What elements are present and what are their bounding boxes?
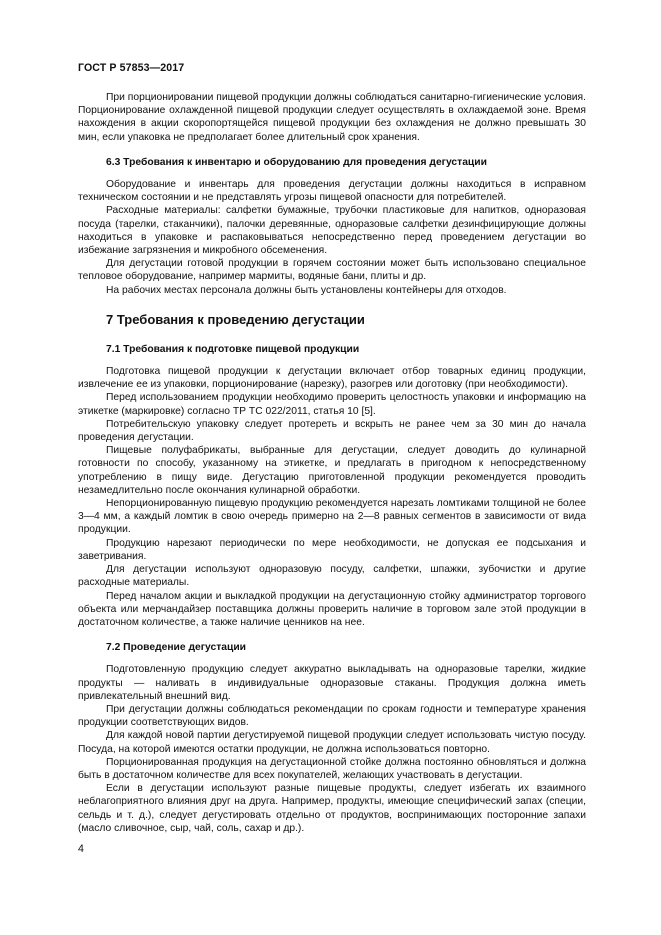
paragraph: Оборудование и инвентарь для проведения дегустации должны находиться в исправном техническом состоянии и не представлять угрозы пищевой опасности для потребителей.: [78, 179, 586, 204]
paragraph: При порционировании пищевой продукции должны соблюдаться санитарно-гигиенические условия. Порционирование охлажденной пищевой продукции следует осуществлять в охлаждаемой зоне. Время нахождения в акции скоропортящейся пищевой продукции без охлаждения не должно превышать 30 мин, если упаковка не предполагает более длительный срок хранения.: [78, 92, 586, 143]
document-body: [78, 91, 586, 835]
paragraph: Для каждой новой партии дегустируемой пищевой продукции следует использовать чистую посуду. Посуда, на которой имеются остатки продукции, не должна использоваться повторно.: [78, 730, 586, 755]
paragraph: Если в дегустации используют разные пищевые продукты, следует избегать их взаимного неблагоприятного влияния друг на друга. Например, продукты, имеющие специфический запах (специи, сельдь и т. д.), следует дегустировать отдельно от продуктов, воспринимающих посторонние запахи (масло сливочное, сыр, чай, соль, сахар и др.).: [78, 783, 586, 834]
paragraph: На рабочих местах персонала должны быть установлены контейнеры для отходов.: [106, 284, 507, 296]
section-heading-7-2: 7.2 Проведение дегустации: [106, 642, 246, 654]
paragraph: Для дегустации используют одноразовую посуду, салфетки, шпажки, зубочистки и другие расходные материалы.: [78, 564, 586, 589]
paragraph: При дегустации должны соблюдаться рекомендации по срокам годности и температуре хранения продукции соответствующих видов.: [78, 703, 586, 729]
paragraph: Пищевые полуфабрикаты, выбранные для дегустации, следует доводить до кулинарной готовности по способу, указанному на этикетке, и предлагать в пригодном к непосредственному употреблению в пищу виде. Дегустацию приготовленной продукции рекомендуется проводить незамедлительно после окончания кулинарной обработки.: [78, 445, 586, 496]
page-number: 4: [78, 843, 84, 855]
document-header: ГОСТ Р 57853—2017: [78, 62, 185, 74]
paragraph: Для дегустации готовой продукции в горячем состоянии может быть использовано специальное тепловое оборудование, например мармиты, водяные бани, плиты и др.: [78, 258, 586, 283]
paragraph: Перед началом акции и выкладкой продукции на дегустационную стойку администратор торгового объекта или мерчандайзер поставщика должны проверить наличие в торговом зале этой продукции в достаточном количестве, а также наличие ценников на нее.: [78, 590, 586, 628]
chapter-heading-7: 7 Требования к проведению дегустации: [106, 311, 365, 327]
paragraph: Продукцию нарезают периодически по мере необходимости, не допуская ее подсыхания и заветривания.: [78, 537, 586, 562]
paragraph: Потребительскую упаковку следует протереть и вскрыть не ранее чем за 30 мин до начала проведения дегустации.: [78, 418, 586, 444]
paragraph: Перед использованием продукции необходимо проверить целостность упаковки и информацию на этикетке (маркировке) согласно ТР ТС 022/2011, статья 10 [5].: [78, 392, 586, 417]
paragraph: Подготовленную продукцию следует аккуратно выкладывать на одноразовые тарелки, жидкие продукты — наливать в индивидуальные одноразовые стаканы. Продукция должна иметь привлекательный внешний вид.: [78, 664, 586, 702]
paragraph: Непорционированную пищевую продукцию рекомендуется нарезать ломтиками толщиной не более 3—4 мм, а каждый ломтик в свою очередь примерно на 2—8 равных сегментов в зависимости от вида продукции.: [78, 498, 586, 536]
paragraph: Подготовка пищевой продукции к дегустации включает отбор товарных единиц продукции, извлечение ее из упаковки, порционирование (нарезку), разогрев или доготовку (при необходимости).: [78, 366, 586, 391]
paragraph: Расходные материалы: салфетки бумажные, трубочки пластиковые для напитков, одноразовая посуда (тарелки, стаканчики), палочки деревянные, одноразовые салфетки дезинфицирующие должны находиться в упаковке и распаковываться непосредственно перед проведением дегустации во избежание загрязнения и микробного обсеменения.: [78, 205, 586, 257]
section-heading-6-3: 6.3 Требования к инвентарю и оборудованию для проведения дегустации: [106, 156, 487, 168]
section-heading-7-1: 7.1 Требования к подготовке пищевой продукции: [106, 343, 360, 355]
paragraph: Порционированная продукция на дегустационной стойке должна постоянно обновляться и должна быть в достаточном количестве для всех покупателей, желающих участвовать в дегустации.: [78, 756, 586, 781]
